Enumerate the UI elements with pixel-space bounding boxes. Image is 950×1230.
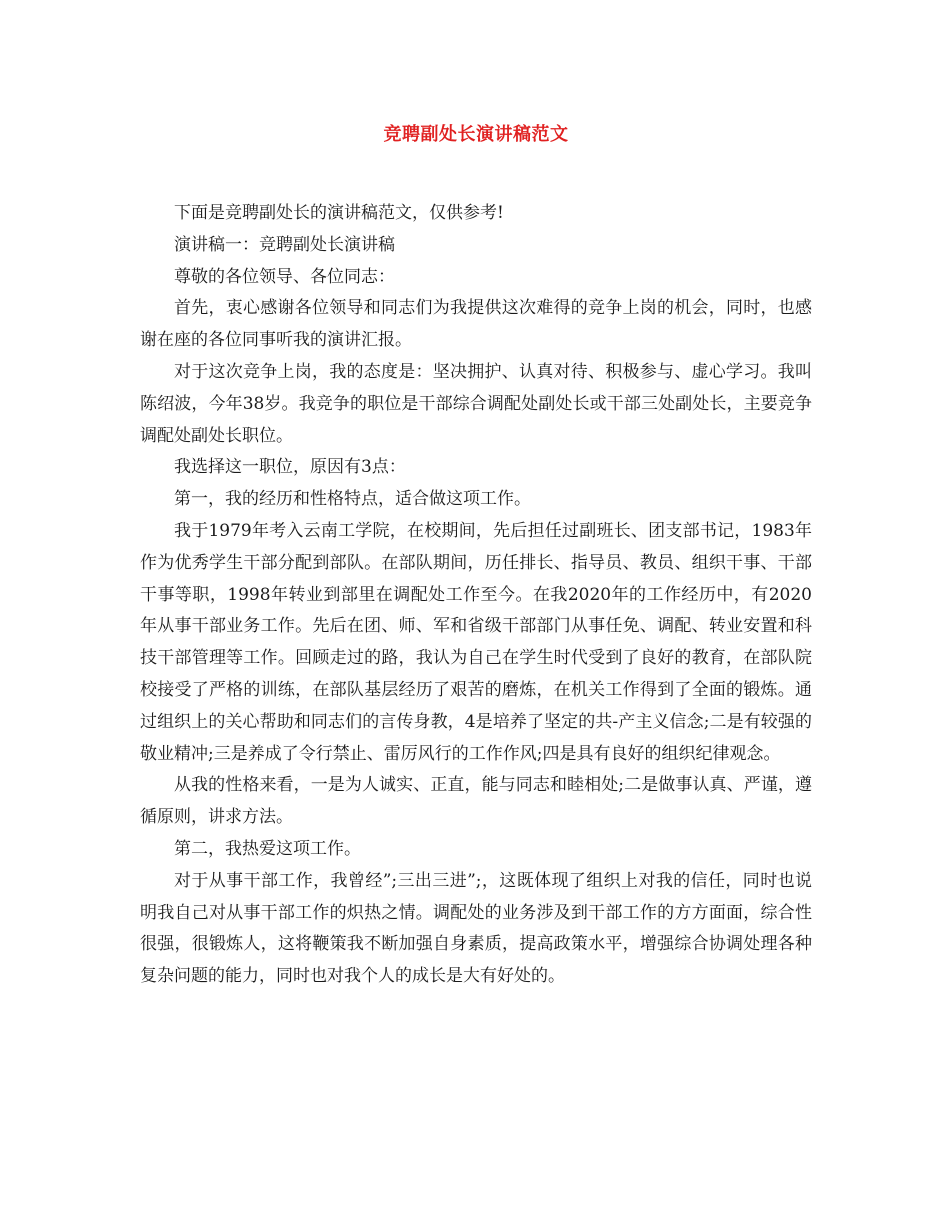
paragraph-intro: 下面是竞聘副处长的演讲稿范文，仅供参考! (174, 203, 504, 223)
paragraph-second-point: 第二，我热爱这项工作。 (174, 838, 361, 859)
paragraph-personality: 从我的性格来看，一是为人诚实、正直，能与同志和睦相处;二是做事认真、严谨，遵循原则，讲求方法。 (140, 775, 812, 828)
document-title: 竞聘副处长演讲稿范文 (383, 124, 569, 145)
paragraph-speech-heading: 演讲稿一：竞聘副处长演讲稿 (174, 234, 395, 255)
paragraph-first-point: 第一，我的经历和性格特点，适合做这项工作。 (174, 489, 531, 510)
paragraph-salutation: 尊敬的各位领导、各位同志： (174, 266, 395, 287)
paragraph-passion: 对于从事干部工作，我曾经”;三出三进”;，这既体现了组织上对我的信任，同时也说明我自己对从事干部工作的炽热之情。调配处的业务涉及到干部工作的方方面面，综合性很强，很锻炼人，这将鞭策我不断加强自身素质，提高政策水平，增强综合协调处理各种复杂问题的能力，同时也对我个人的成长是大有好处的。 (140, 870, 812, 987)
document-page (140, 118, 812, 993)
paragraph-reasons: 我选择这一职位，原因有3点： (174, 457, 406, 478)
paragraph-attitude: 对于这次竞争上岗，我的态度是：坚决拥护、认真对待、积极参与、虚心学习。我叫陈绍波，今年38岁。我竞争的职位是干部综合调配处副处长或干部三处副处长，主要竞争调配处副处长职位。 (140, 361, 812, 446)
paragraph-experience: 我于1979年考入云南工学院，在校期间，先后担任过副班长、团支部书记，1983年作为优秀学生干部分配到部队。在部队期间，历任排长、指导员、教员、组织干事、干部干事等职，1998年转业到部里在调配处工作至今。在我2020年的工作经历中，有2020年从事干部业务工作。先后在团、师、军和省级干部部门从事任免、调配、转业安置和科技干部管理等工作。回顾走过的路，我认为自己在学生时代受到了良好的教育，在部队院校接受了严格的训练，在部队基层经历了艰苦的磨炼，在机关工作得到了全面的锻炼。通过组织上的关心帮助和同志们的言传身教，4是培养了坚定的共-产主义信念;二是有较强的敬业精冲;三是养成了令行禁止、雷厉风行的工作作风;四是具有良好的组织纪律观念。 (140, 520, 812, 764)
paragraph-thanks: 首先，衷心感谢各位领导和同志们为我提供这次难得的竞争上岗的机会，同时，也感谢在座的各位同事听我的演讲汇报。 (140, 298, 812, 351)
